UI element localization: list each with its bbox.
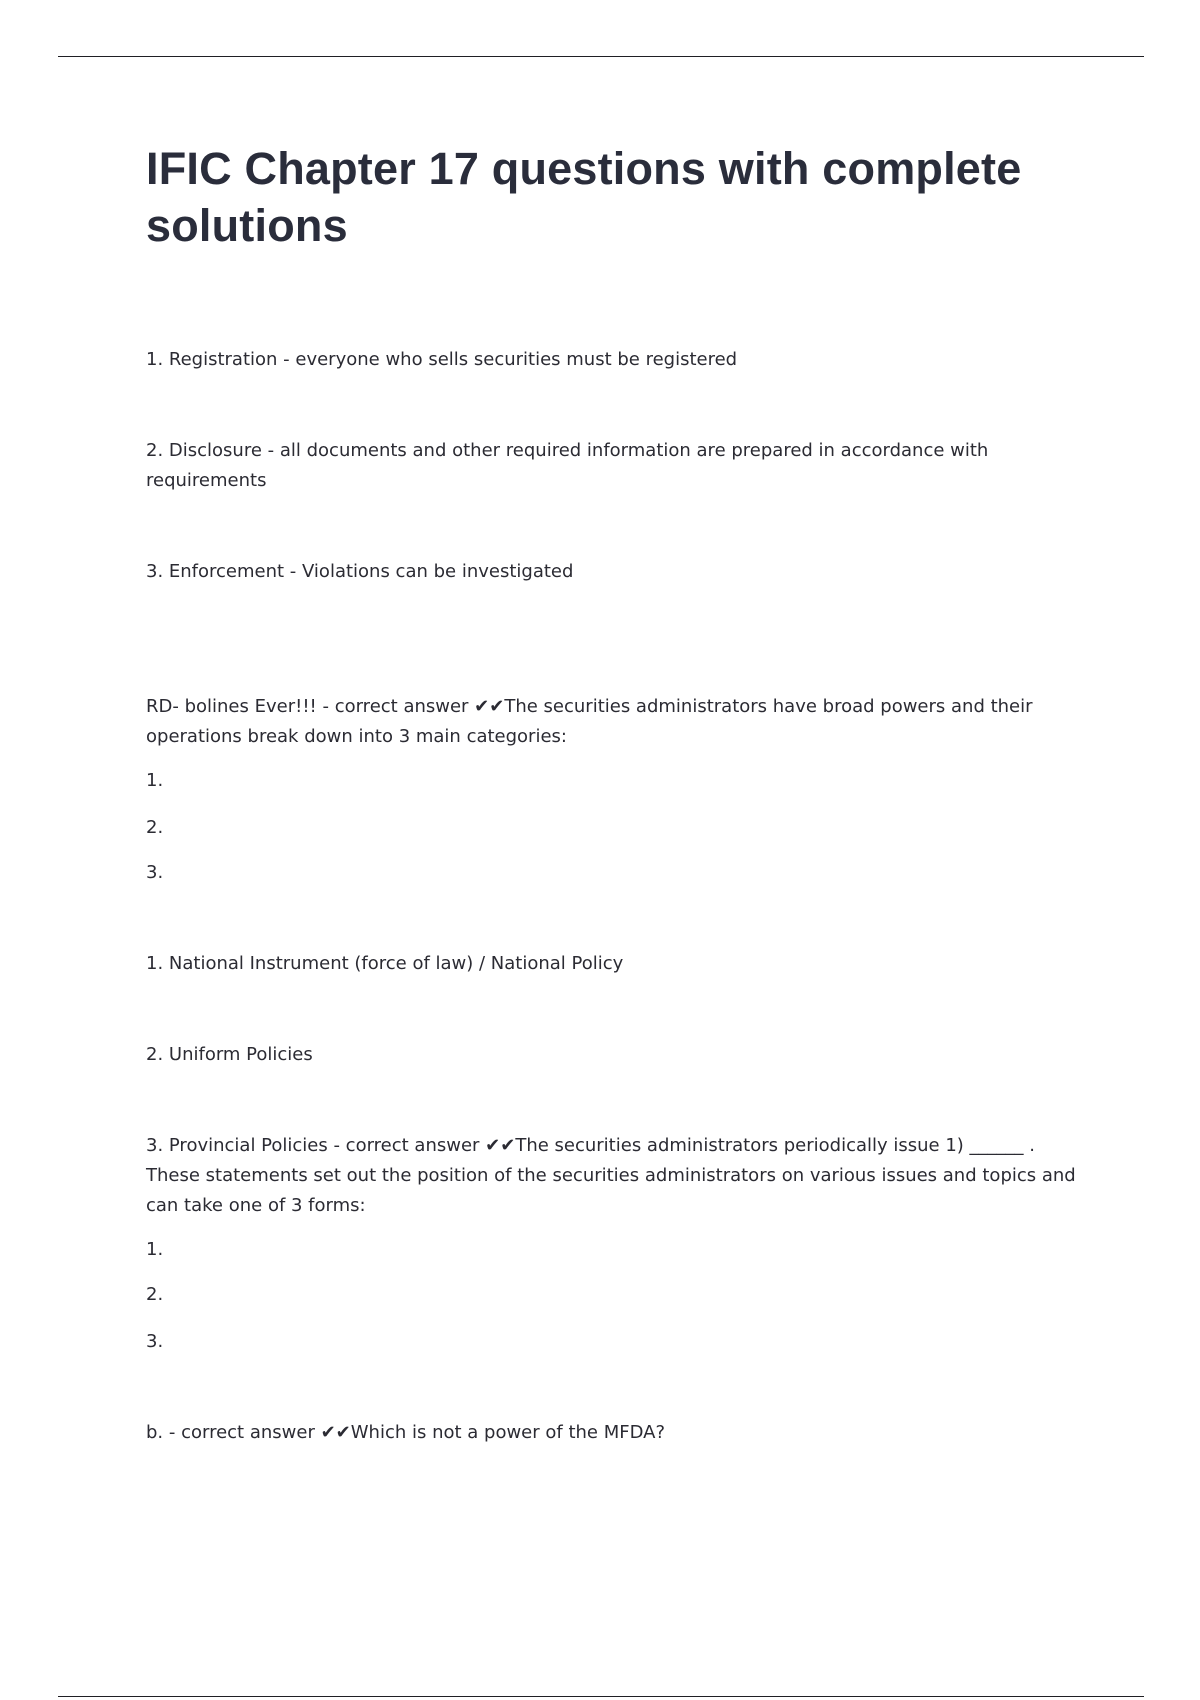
top-rule [58,56,1144,57]
paragraph-enforcement: 3. Enforcement - Violations can be investigated [146,561,574,582]
list-number-3: 3. [146,862,164,883]
paragraph-question-categories: RD- bolines Ever!!! - correct answer ✔✔The securities administrators have broad powers and their operations break down into 3 main categories: [146,696,1033,747]
list-number-6: 3. [146,1331,164,1352]
list-number-5: 2. [146,1284,164,1305]
paragraph-disclosure: 2. Disclosure - all documents and other required information are prepared in accordance with requirements [146,440,989,491]
paragraph-uniform-policies: 2. Uniform Policies [146,1044,313,1065]
list-number-4: 1. [146,1239,164,1260]
bottom-rule [58,1696,1144,1697]
list-number-1: 1. [146,770,164,791]
paragraph-provincial-policies: 3. Provincial Policies - correct answer ✔✔The securities administrators periodically issue 1) ______ . These statements set out the position of the securities administrators on various issues and topics and can take one of 3 forms: [146,1135,1076,1216]
list-number-2: 2. [146,817,164,838]
paragraph-mfda-question: b. - correct answer ✔✔Which is not a power of the MFDA? [146,1422,666,1443]
document-title: IFIC Chapter 17 questions with complete solutions [146,143,1022,251]
paragraph-registration: 1. Registration - everyone who sells securities must be registered [146,349,738,370]
paragraph-national-instrument: 1. National Instrument (force of law) / National Policy [146,953,624,974]
